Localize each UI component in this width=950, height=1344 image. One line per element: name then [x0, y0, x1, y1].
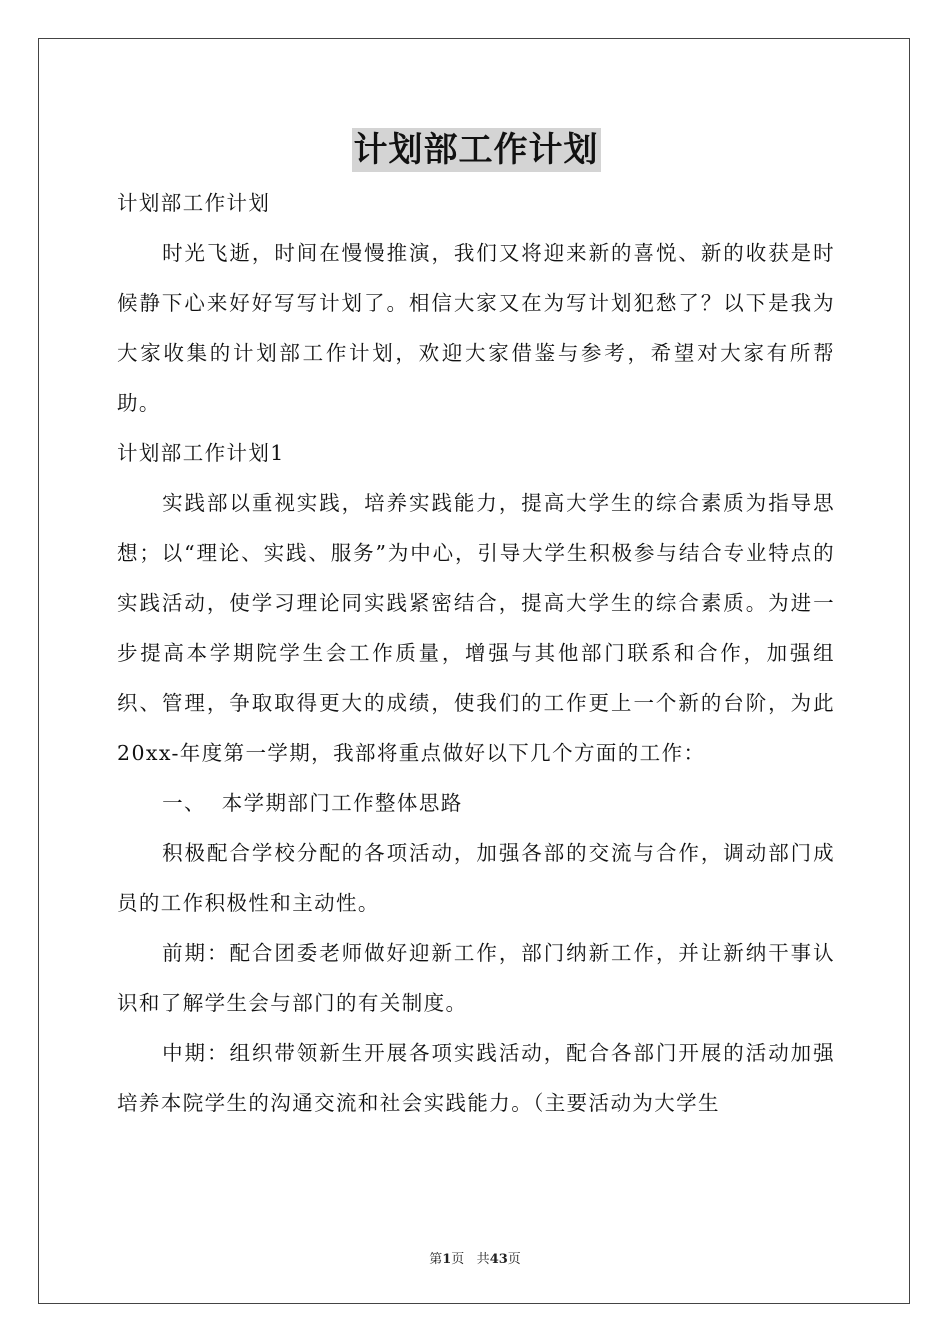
total-pages: 43: [489, 1252, 508, 1267]
total-suffix: 页: [507, 1252, 521, 1267]
total-prefix: 共: [476, 1252, 490, 1267]
document-title: 计划部工作计划: [353, 130, 599, 170]
body-paragraph: 积极配合学校分配的各项活动，加强各部的交流与合作，调动部门成员的工作积极性和主动性。: [117, 841, 835, 915]
subtitle-paragraph: 计划部工作计划: [117, 191, 271, 215]
title-wrap: [117, 128, 835, 172]
list-heading: 一、 本学期部门工作整体思路: [162, 791, 463, 815]
document-body: [117, 178, 835, 1128]
page-suffix: 页: [451, 1252, 465, 1267]
intro-paragraph: 时光飞逝，时间在慢慢推演，我们又将迎来新的喜悦、新的收获是时候静下心来好好写写计划了。相信大家又在为写计划犯愁了？以下是我为大家收集的计划部工作计划，欢迎大家借鉴与参考，希望对大家有所帮助。: [117, 241, 835, 415]
body-paragraph: 前期：配合团委老师做好迎新工作，部门纳新工作，并让新纳干事认识和了解学生会与部门的有关制度。: [117, 941, 835, 1015]
body-paragraph: 实践部以重视实践，培养实践能力，提高大学生的综合素质为指导思想；以“理论、实践、服务”为中心，引导大学生积极参与结合专业特点的实践活动，使学习理论同实践紧密结合，提高大学生的综合素质。为进一步提高本学期院学生会工作质量，增强与其他部门联系和合作，加强组织、管理，争取取得更大的成绩，使我们的工作更上一个新的台阶，为此20xx-年度第一学期，我部将重点做好以下几个方面的工作：: [117, 491, 835, 765]
page-number: 1: [442, 1252, 452, 1267]
body-paragraph: 中期：组织带领新生开展各项实践活动，配合各部门开展的活动加强培养本院学生的沟通交流和社会实践能力。（主要活动为大学生: [117, 1041, 835, 1115]
page-footer: [0, 1248, 950, 1267]
page-prefix: 第: [429, 1252, 443, 1267]
section-heading: 计划部工作计划1: [117, 441, 285, 465]
